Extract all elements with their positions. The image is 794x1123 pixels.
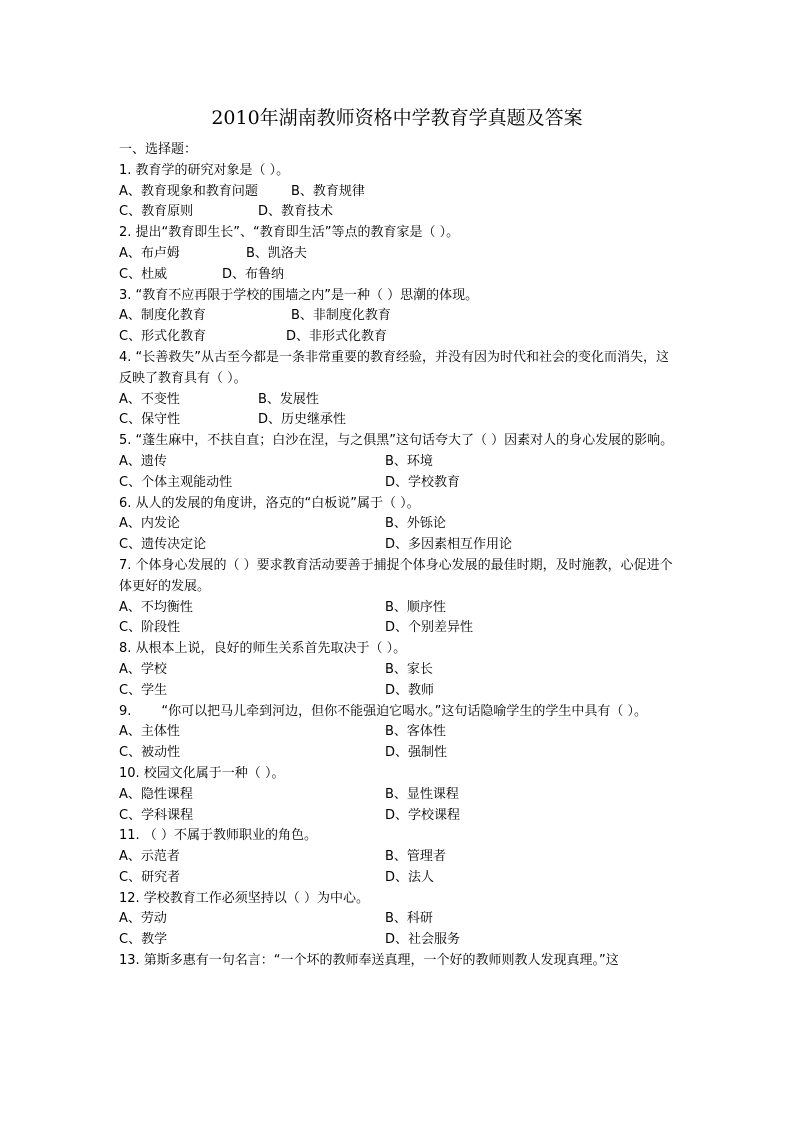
option-a: A、学校 (119, 661, 167, 677)
question-list (119, 140, 679, 972)
question-number: 9. (119, 703, 132, 719)
option-row (119, 514, 679, 535)
option-row (119, 202, 679, 223)
question-stem: 2. 提出“教育即生长”、“教育即生活”等点的教育家是（ ）。 (119, 225, 460, 241)
question-stem: 4. “长善救失”从古至今都是一条非常重要的教育经验，并没有因为时代和社会的变化而消失，这反映了教育具有（ ）。 (119, 349, 670, 386)
option-row (119, 452, 679, 473)
option-row (119, 743, 679, 764)
option-b: B、家长 (385, 661, 433, 677)
option-d: D、学校教育 (385, 474, 461, 490)
option-row (119, 618, 679, 639)
option-row (119, 182, 679, 203)
option-b: B、管理者 (385, 849, 446, 865)
question-stem: 6. 从人的发展的角度讲，洛克的“白板说”属于（ ）。 (119, 495, 420, 511)
option-c: C、教学 (119, 932, 168, 948)
option-d: D、多因素相互作用论 (385, 537, 513, 553)
section-heading: 一、选择题： (119, 142, 198, 157)
option-d: D、强制性 (385, 745, 448, 761)
option-a: A、布卢姆 (119, 245, 180, 261)
question-text: “你可以把马儿牵到河边，但你不能强迫它喝水。”这句话隐喻学生的学生中具有（ ）。 (161, 703, 648, 719)
option-row (119, 868, 679, 889)
option-row (119, 909, 679, 930)
option-row (119, 327, 679, 348)
option-a: A、劳动 (119, 911, 167, 927)
option-c: C、阶段性 (119, 620, 181, 636)
option-d: D、历史继承性 (258, 412, 347, 428)
option-d: D、教育技术 (258, 204, 334, 220)
option-a: A、不均衡性 (119, 599, 193, 615)
option-d: D、社会服务 (385, 932, 461, 948)
option-d: D、学校课程 (385, 807, 461, 823)
option-c: C、杜威 (119, 266, 168, 282)
option-d: D、布鲁纳 (222, 266, 285, 282)
question-stem: 7. 个体身心发展的（ ）要求教育活动要善于捕捉个体身心发展的最佳时期，及时施教，心促进个体更好的发展。 (119, 557, 673, 594)
option-d: D、法人 (385, 869, 435, 885)
option-row (119, 806, 679, 827)
question-stem: 13. 第斯多惠有一句名言：“一个坏的教师奉送真理，一个好的教师则教人发现真理。”这 (119, 953, 619, 969)
option-b: B、教育规律 (291, 183, 365, 199)
option-a: A、内发论 (119, 516, 180, 532)
option-d: D、个别差异性 (385, 620, 474, 636)
document-title: 2010年湖南教师资格中学教育学真题及答案 (211, 107, 583, 129)
option-b: B、凯洛夫 (246, 245, 307, 261)
option-a: A、主体性 (119, 724, 180, 740)
option-c: C、遗传决定论 (119, 537, 207, 553)
option-b: B、客体性 (385, 724, 446, 740)
option-a: A、制度化教育 (119, 308, 206, 324)
option-row (119, 244, 679, 265)
option-row (119, 306, 679, 327)
option-a: A、示范者 (119, 849, 180, 865)
option-a: A、教育现象和教育问题 (119, 183, 258, 199)
option-c: C、学生 (119, 682, 168, 698)
option-b: B、发展性 (258, 391, 319, 407)
option-d: D、非形式化教育 (286, 329, 388, 345)
option-c: C、教育原则 (119, 204, 194, 220)
option-d: D、教师 (385, 682, 435, 698)
option-row (119, 390, 679, 411)
option-a: A、遗传 (119, 453, 167, 469)
option-c: C、研究者 (119, 869, 181, 885)
option-c: C、形式化教育 (119, 329, 207, 345)
option-a: A、不变性 (119, 391, 180, 407)
option-c: C、被动性 (119, 745, 181, 761)
option-a: A、隐性课程 (119, 786, 193, 802)
option-c: C、个体主观能动性 (119, 474, 233, 490)
option-b: B、科研 (385, 911, 433, 927)
option-row (119, 410, 679, 431)
question-stem: 5. “蓬生麻中，不扶自直；白沙在涅，与之俱黑”这句话夸大了（ ）因素对人的身心发展的影响。 (119, 433, 674, 449)
option-row (119, 681, 679, 702)
question-stem: 12. 学校教育工作必须坚持以（ ）为中心。 (119, 890, 369, 906)
option-b: B、显性课程 (385, 786, 459, 802)
option-row (119, 598, 679, 619)
option-c: C、保守性 (119, 412, 181, 428)
question-stem: 10. 校园文化属于一种（ ）。 (119, 765, 285, 781)
option-row (119, 930, 679, 951)
question-stem: 3. “教育不应再限于学校的围墙之内”是一种（ ）思潮的体现。 (119, 287, 479, 303)
option-b: B、外铄论 (385, 516, 446, 532)
option-b: B、顺序性 (385, 599, 446, 615)
option-row (119, 473, 679, 494)
option-row (119, 265, 679, 286)
option-b: B、非制度化教育 (291, 308, 391, 324)
option-row (119, 722, 679, 743)
question-stem: 11. （ ）不属于教师职业的角色。 (119, 828, 317, 844)
option-row (119, 660, 679, 681)
option-row (119, 535, 679, 556)
question-stem (119, 702, 679, 723)
option-row (119, 785, 679, 806)
option-c: C、学科课程 (119, 807, 194, 823)
question-stem: 1. 教育学的研究对象是（ ）。 (119, 162, 290, 178)
option-row (119, 847, 679, 868)
option-b: B、环境 (385, 453, 433, 469)
question-stem: 8. 从根本上说，良好的师生关系首先取决于（ ）。 (119, 641, 407, 657)
